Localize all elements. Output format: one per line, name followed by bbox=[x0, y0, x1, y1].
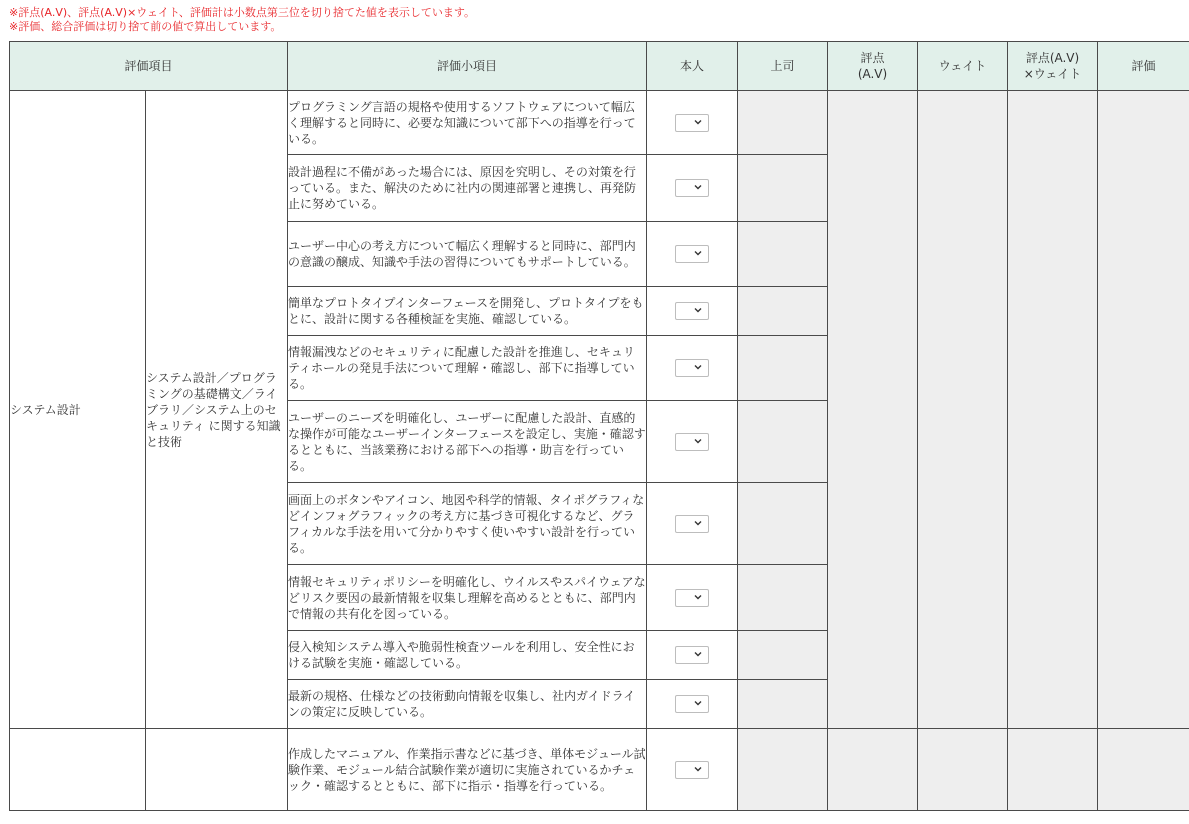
category-cell: システム設計 bbox=[10, 91, 146, 729]
self-rating-cell bbox=[647, 155, 738, 222]
subcategory-cell bbox=[146, 729, 288, 811]
self-rating-cell bbox=[647, 401, 738, 483]
score-cell bbox=[828, 729, 918, 811]
subitem-cell: 作成したマニュアル、作業指示書などに基づき、単体モジュール試験作業、モジュール結合試験作業が適切に実施されているかチェック・確認するとともに、部下に指示・指導を行っている。 bbox=[288, 729, 647, 811]
boss-rating-cell bbox=[738, 565, 828, 631]
boss-rating-cell bbox=[738, 483, 828, 565]
subitem-cell: 簡単なプロトタイプインターフェースを開発し、プロトタイプをもとに、設計に関する各種検証を実施、確認している。 bbox=[288, 287, 647, 336]
header-subitem: 評価小項目 bbox=[288, 42, 647, 91]
rating-cell bbox=[1098, 91, 1189, 729]
subitem-cell: ユーザー中心の考え方について幅広く理解すると同時に、部門内の意識の醸成、知識や手法の習得についてもサポートしている。 bbox=[288, 222, 647, 287]
subitem-cell: 情報漏洩などのセキュリティに配慮した設計を推進し、セキュリティホールの発見手法について理解・確認し、部下に指導している。 bbox=[288, 336, 647, 401]
boss-rating-cell bbox=[738, 680, 828, 729]
table-row bbox=[10, 729, 1189, 811]
chevron-down-icon bbox=[694, 765, 702, 773]
subitem-cell: 情報セキュリティポリシーを明確化し、ウイルスやスパイウェアなどリスク要因の最新情報を収集し理解を高めるとともに、部門内で情報の共有化を図っている。 bbox=[288, 565, 647, 631]
boss-rating-cell bbox=[738, 287, 828, 336]
boss-rating-cell bbox=[738, 222, 828, 287]
notes bbox=[9, 6, 475, 34]
header-score-weight-label: 評点(A.V) ×ウェイト bbox=[1023, 51, 1082, 81]
score-cell bbox=[828, 91, 918, 729]
table-row bbox=[10, 91, 1189, 155]
header-row bbox=[10, 42, 1189, 91]
self-rating-select[interactable] bbox=[675, 761, 709, 779]
self-rating-select[interactable] bbox=[675, 646, 709, 664]
chevron-down-icon bbox=[694, 699, 702, 707]
chevron-down-icon bbox=[694, 519, 702, 527]
subcategory-cell: システム設計／プログラミングの基礎構文／ライブラリ／システム上のセキュリティ に関する知識と技術 bbox=[146, 91, 288, 729]
evaluation-table bbox=[9, 41, 1189, 811]
self-rating-cell bbox=[647, 336, 738, 401]
self-rating-cell bbox=[647, 483, 738, 565]
self-rating-cell bbox=[647, 222, 738, 287]
boss-rating-cell bbox=[738, 91, 828, 155]
self-rating-cell bbox=[647, 91, 738, 155]
boss-rating-cell bbox=[738, 401, 828, 483]
boss-rating-cell bbox=[738, 336, 828, 401]
self-rating-select[interactable] bbox=[675, 302, 709, 320]
boss-rating-cell bbox=[738, 729, 828, 811]
subitem-cell: ユーザーのニーズを明確化し、ユーザーに配慮した設計、直感的な操作が可能なユーザーインターフェースを設定し、実施・確認するとともに、当該業務における部下への指導・助言を行っている。 bbox=[288, 401, 647, 483]
chevron-down-icon bbox=[694, 118, 702, 126]
subitem-cell: 設計過程に不備があった場合には、原因を究明し、その対策を行っている。また、解決のために社内の関連部署と連携し、再発防止に努めている。 bbox=[288, 155, 647, 222]
self-rating-cell bbox=[647, 287, 738, 336]
self-rating-select[interactable] bbox=[675, 179, 709, 197]
self-rating-cell bbox=[647, 565, 738, 631]
boss-rating-cell bbox=[738, 155, 828, 222]
subitem-cell: 画面上のボタンやアイコン、地図や科学的情報、タイポグラフィなどインフォグラフィックの考え方に基づき可視化するなど、グラフィカルな手法を用いて分かりやすく使いやすい設計を行っている。 bbox=[288, 483, 647, 565]
rating-cell bbox=[1098, 729, 1189, 811]
subitem-cell: プログラミング言語の規格や使用するソフトウェアについて幅広く理解すると同時に、必要な知識について部下への指導を行っている。 bbox=[288, 91, 647, 155]
note-calculation: ※評価、総合評価は切り捨て前の値で算出しています。 bbox=[9, 20, 282, 33]
self-rating-select[interactable] bbox=[675, 589, 709, 607]
self-rating-select[interactable] bbox=[675, 695, 709, 713]
header-score-label: 評点 (A.V) bbox=[857, 51, 888, 81]
note-truncation: ※評点(A.V)、評点(A.V)×ウェイト、評価計は小数点第三位を切り捨てた値を表示しています。 bbox=[9, 6, 475, 19]
self-rating-select[interactable] bbox=[675, 114, 709, 132]
weight-cell bbox=[918, 729, 1008, 811]
header-score bbox=[828, 42, 918, 91]
chevron-down-icon bbox=[694, 183, 702, 191]
score-weight-cell bbox=[1008, 91, 1098, 729]
header-item: 評価項目 bbox=[10, 42, 288, 91]
self-rating-select[interactable] bbox=[675, 359, 709, 377]
chevron-down-icon bbox=[694, 249, 702, 257]
subitem-cell: 最新の規格、仕様などの技術動向情報を収集し、社内ガイドラインの策定に反映している。 bbox=[288, 680, 647, 729]
self-rating-cell bbox=[647, 631, 738, 680]
header-score-weight bbox=[1008, 42, 1098, 91]
header-self: 本人 bbox=[647, 42, 738, 91]
chevron-down-icon bbox=[694, 437, 702, 445]
self-rating-cell bbox=[647, 729, 738, 811]
chevron-down-icon bbox=[694, 306, 702, 314]
self-rating-select[interactable] bbox=[675, 515, 709, 533]
chevron-down-icon bbox=[694, 363, 702, 371]
score-weight-cell bbox=[1008, 729, 1098, 811]
chevron-down-icon bbox=[694, 650, 702, 658]
self-rating-select[interactable] bbox=[675, 245, 709, 263]
chevron-down-icon bbox=[694, 593, 702, 601]
weight-cell bbox=[918, 91, 1008, 729]
self-rating-select[interactable] bbox=[675, 433, 709, 451]
self-rating-cell bbox=[647, 680, 738, 729]
header-rating: 評価 bbox=[1098, 42, 1189, 91]
category-cell bbox=[10, 729, 146, 811]
subitem-cell: 侵入検知システム導入や脆弱性検査ツールを利用し、安全性における試験を実施・確認している。 bbox=[288, 631, 647, 680]
boss-rating-cell bbox=[738, 631, 828, 680]
header-weight: ウェイト bbox=[918, 42, 1008, 91]
header-boss: 上司 bbox=[738, 42, 828, 91]
